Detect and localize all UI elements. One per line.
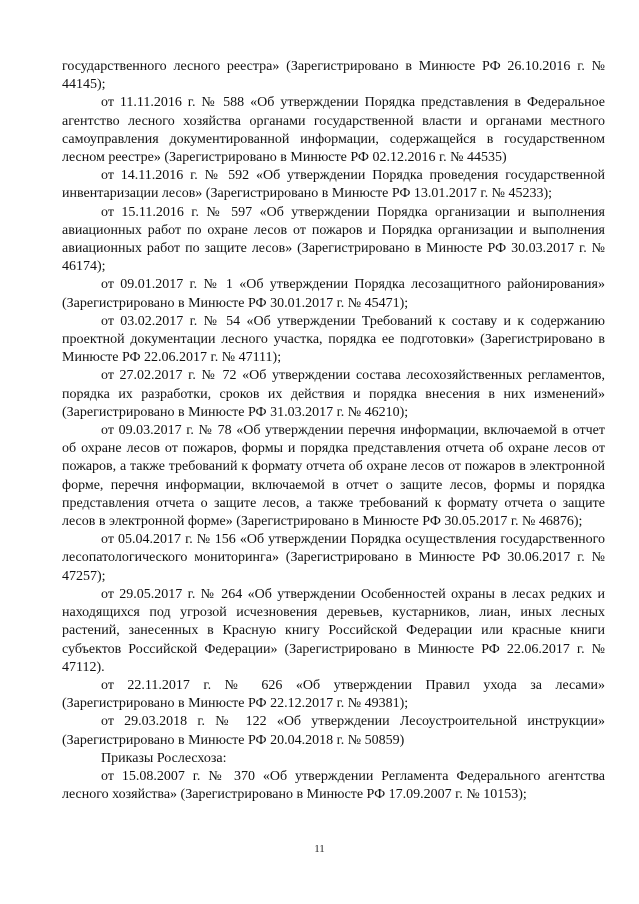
paragraph-order-72: от 27.02.2017 г. № 72 «Об утверждении состава лесохозяйственных регламентов, порядка их разработки, сроков их действия и порядка внесения в них изменений» (Зарегистрировано в Минюсте РФ 31.03.2017 г. № 46210);	[62, 368, 605, 420]
paragraph-order-597: от 15.11.2016 г. № 597 «Об утверждении Порядка организации и выполнения авиационных работ по охране лесов от пожаров и Порядка организации и выполнения авиационных работ по защите лесов» (Зарегистрировано в Минюсте РФ 30.03.2017 г. № 46174);	[62, 204, 605, 275]
paragraph-order-264: от 29.05.2017 г. № 264 «Об утверждении Особенностей охраны в лесах редких и находящихся под угрозой исчезновения деревьев, кустарников, лиан, иных лесных растений, занесенных в Красную книгу Российской Федерации или красные книги субъектов Российской Федерации» (Зарегистрировано в Минюсте РФ 22.06.2017 г. № 47112).	[62, 586, 605, 675]
paragraph-order-122: от 29.03.2018 г. № 122 «Об утверждении Лесоустроительной инструкции» (Зарегистрировано в Минюсте РФ 20.04.2018 г. № 50859)	[62, 714, 605, 748]
paragraph-order-592: от 14.11.2016 г. № 592 «Об утверждении Порядка проведения государственной инвентаризации лесов» (Зарегистрировано в Минюсте РФ 13.01.2017 г. № 45233);	[62, 168, 605, 202]
paragraph-order-78: от 09.03.2017 г. № 78 «Об утверждении перечня информации, включаемой в отчет об охране лесов от пожаров, формы и порядка представления отчета об охране лесов от пожаров, а также требований к формату отчета об охране лесов от пожаров в электронной форме, перечня информации, включаемой в отчет о защите лесов, формы и порядка представления отчета о защите лесов, а также требований к формату отчета о защите лесов в электронной форме» (Зарегистрировано в Минюсте РФ 30.05.2017 г. № 46876);	[62, 423, 605, 530]
paragraph-order-370: от 15.08.2007 г. № 370 «Об утверждении Регламента Федерального агентства лесного хозяйства» (Зарегистрировано в Минюсте РФ 17.09.2007 г. № 10153);	[62, 768, 605, 803]
paragraph-order-156: от 05.04.2017 г. № 156 «Об утверждении Порядка осуществления государственного лесопатологического мониторинга» (Зарегистрировано в Минюсте РФ 30.06.2017 г. № 47257);	[62, 532, 605, 584]
paragraph-order-588: от 11.11.2016 г. № 588 «Об утверждении Порядка представления в Федеральное агентство лесного хозяйства органами государственной власти и органами местного самоуправления документированной информации, содержащейся в государственном лесном реестре» (Зарегистрировано в Минюсте РФ 02.12.2016 г. № 44535)	[62, 95, 605, 166]
paragraph-continuation: государственного лесного реестра» (Зарегистрировано в Минюсте РФ 26.10.2016 г. № 44145);	[62, 59, 605, 93]
paragraph-order-626: от 22.11.2017 г. № 626 «Об утверждении Правил ухода за лесами» (Зарегистрировано в Минюсте РФ 22.12.2017 г. № 49381);	[62, 677, 605, 712]
paragraph-order-54: от 03.02.2017 г. № 54 «Об утверждении Требований к составу и к содержанию проектной документации лесного участка, порядка ее подготовки» (Зарегистрировано в Минюсте РФ 22.06.2017 г. № 47111);	[62, 313, 605, 366]
page-number: 11	[314, 843, 325, 855]
paragraph-order-1: от 09.01.2017 г. № 1 «Об утверждении Порядка лесозащитного районирования» (Зарегистрировано в Минюсте РФ 30.01.2017 г. № 45471);	[62, 277, 605, 311]
document-page	[62, 58, 605, 804]
section-heading-rosleskhoz-orders: Приказы Рослесхоза:	[101, 750, 227, 766]
